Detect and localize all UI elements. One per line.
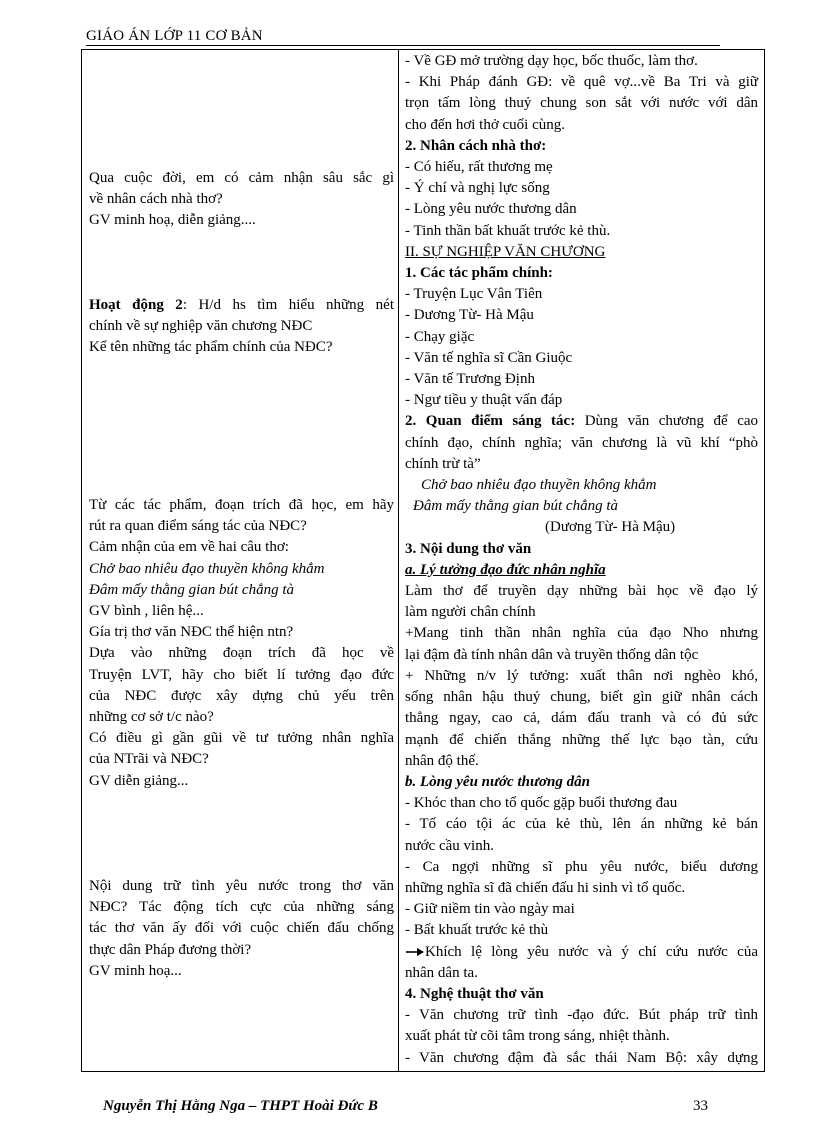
header-title: GIÁO ÁN LỚP 11 CƠ BẢN <box>86 28 263 44</box>
subsection-heading: a. Lý tưởng đạo đức nhân nghĩa <box>405 561 606 578</box>
text-line: Qua cuộc đời, em có cảm nhận sâu sắc gì <box>89 170 394 186</box>
text-line: NĐC? Tác động tích cực của những sáng <box>89 899 394 916</box>
poem-line: Đâm mấy thằng gian bút chẳng tà <box>413 498 618 515</box>
text-line: của NTrãi và NĐC? <box>89 751 209 768</box>
text-line: Làm thơ để truyền dạy những bài học về đạo lý <box>405 583 758 600</box>
text-line: - Văn chương đậm đà sắc thái Nam Bộ: xây dựng <box>405 1049 758 1066</box>
arrow-line <box>405 942 758 963</box>
poem-source: (Dương Từ- Hà Mậu) <box>545 519 676 536</box>
text-line: của NĐC được xây dựng chủ yếu trên <box>89 687 394 704</box>
list-item: - Tố cáo tội ác của kẻ thù, lên án những kẻ bán <box>405 816 758 833</box>
text-span: Dùng văn chương để cao <box>575 413 759 430</box>
list-item: - Văn tế nghĩa sĩ Cần Giuộc <box>405 349 573 366</box>
text-line: nhân độ thế. <box>405 752 479 769</box>
text-span: Khích lệ lòng yêu nước và ý chí cứu nước của <box>425 943 758 960</box>
subsection-title: 1. Các tác phẩm chính: <box>405 265 553 282</box>
list-item: - Khóc than cho tổ quốc gặp buổi thương đau <box>405 795 678 812</box>
left-block-4 <box>89 876 394 982</box>
arrow-right-icon <box>405 947 425 957</box>
list-item: - Ý chí và nghị lực sống <box>405 180 550 197</box>
list-item: - Tinh thần bất khuất trước kẻ thù. <box>405 222 611 239</box>
text-line: cho đến hơi thở cuối cùng. <box>405 116 565 133</box>
right-content <box>405 51 758 1069</box>
text-line: Gía trị thơ văn NĐC thể hiện ntn? <box>89 624 294 641</box>
list-item: - Dương Từ- Hà Mậu <box>405 307 534 324</box>
text-line: tác thơ văn ấy đối với cuộc chiến đấu chống <box>89 920 394 937</box>
text-line: mạnh để chiến thắng những thế lực bạo tàn, cứu <box>405 731 758 748</box>
poem-line: Chở bao nhiêu đạo thuyền không khẳm <box>421 477 657 494</box>
text-line: thẳng ngay, cao cả, dám đấu tranh và có đủ sức <box>405 710 758 727</box>
page-footer <box>103 1098 708 1115</box>
text-span: : H/d hs tìm hiểu những nét <box>182 297 394 313</box>
activity-label: Hoạt động 2 <box>89 297 183 313</box>
text-line: rút ra quan điểm sáng tác của NĐC? <box>89 518 307 535</box>
poem-line: Chở bao nhiêu đạo thuyền không khẳm <box>89 560 325 577</box>
text-line: những cơ sở t/c nào? <box>89 709 214 726</box>
text-line: sống nhân hậu thuỷ chung, biết gìn giữ nhân cách <box>405 689 758 706</box>
text-line: Kể tên những tác phẩm chính của NĐC? <box>89 339 333 356</box>
text-line: trọn tấm lòng thuỷ chung son sắt với nước với dân <box>405 95 758 112</box>
text-line: - Về GĐ mở trường dạy học, bốc thuốc, làm thơ. <box>405 53 698 69</box>
section-title: II. SỰ NGHIỆP VĂN CHƯƠNG <box>405 243 606 260</box>
text-line: Từ các tác phẩm, đoạn trích đã học, em hãy <box>89 497 394 513</box>
list-item: - Lòng yêu nước thương dân <box>405 201 577 218</box>
text-line <box>89 295 394 316</box>
page-number: 33 <box>693 1098 708 1114</box>
text-line: chính trừ tà” <box>405 455 481 472</box>
text-line: chính đạo, chính nghĩa; văn chương là vũ khí “phò <box>405 434 758 451</box>
text-line <box>405 411 758 432</box>
list-item: - Văn tế Trương Định <box>405 371 535 388</box>
list-item: - Có hiếu, rất thương mẹ <box>405 159 553 176</box>
text-line: Cảm nhận của em về hai câu thơ: <box>89 539 289 556</box>
list-item: - Truyện Lục Vân Tiên <box>405 286 543 303</box>
text-line: Truyện LVT, hãy cho biết lí tưởng đạo đức <box>89 666 394 683</box>
list-item: - Bất khuất trước kẻ thù <box>405 922 549 939</box>
text-line: +Mang tinh thần nhân nghĩa của đạo Nho nhưng <box>405 625 758 642</box>
page-header <box>86 27 720 46</box>
subsection-title: 4. Nghệ thuật thơ văn <box>405 985 544 1002</box>
list-item: - Chạy giặc <box>405 328 475 345</box>
poem-line: Đâm mấy thằng gian bút chẳng tà <box>89 581 294 598</box>
text-line: Nội dung trữ tình yêu nước trong thơ văn <box>89 878 394 894</box>
text-line: + Những n/v lý tưởng: xuất thân nơi nghèo khó, <box>405 667 758 684</box>
lesson-table <box>81 49 765 1072</box>
text-line: những nghĩa sĩ đã chiến đấu hi sinh vì tổ quốc. <box>405 879 686 896</box>
text-line: lại đậm đà tính nhân dân và truyền thống dân tộc <box>405 646 699 663</box>
text-line: chính về sự nghiệp văn chương NĐC <box>89 318 313 335</box>
left-block-1 <box>89 168 394 232</box>
text-line: GV minh hoạ... <box>89 962 182 979</box>
subsection-title: 2. Quan điểm sáng tác: <box>405 413 576 430</box>
left-block-2 <box>89 295 394 359</box>
left-block-3 <box>89 495 394 792</box>
text-line: thực dân Pháp đương thời? <box>89 941 252 958</box>
text-line: xuất phát từ cõi tâm trong sáng, nhiệt thành. <box>405 1028 670 1045</box>
subsection-heading: b. Lòng yêu nước thương dân <box>405 773 590 790</box>
author-line: Nguyễn Thị Hằng Nga – THPT Hoài Đức B <box>103 1098 378 1114</box>
subsection-title: 2. Nhân cách nhà thơ: <box>405 137 547 154</box>
text-line: làm người chân chính <box>405 604 536 621</box>
list-item: - Ca ngợi những sĩ phu yêu nước, biểu dương <box>405 858 758 875</box>
text-line: nước cầu vinh. <box>405 837 494 854</box>
text-line: - Khi Pháp đánh GĐ: về quê vợ...về Ba Tri và giữ <box>405 74 758 91</box>
text-line: về nhân cách nhà thơ? <box>89 191 223 208</box>
text-line: GV minh hoạ, diễn giảng.... <box>89 212 256 229</box>
subsection-title: 3. Nội dung thơ văn <box>405 540 532 557</box>
text-line: GV bình , liên hệ... <box>89 603 204 620</box>
list-item: - Giữ niềm tin vào ngày mai <box>405 901 575 918</box>
text-line: GV diễn giảng... <box>89 772 189 789</box>
text-line: Dựa vào những đoạn trích đã học về <box>89 645 394 662</box>
left-column <box>82 50 399 1071</box>
text-line: nhân dân ta. <box>405 964 478 981</box>
text-line: Có điều gì gần gũi về tư tưởng nhân nghĩa <box>89 730 394 747</box>
list-item: - Ngư tiều y thuật vấn đáp <box>405 392 563 409</box>
text-line: - Văn chương trữ tình -đạo đức. Bút pháp trữ tình <box>405 1007 758 1024</box>
right-column <box>399 50 764 1071</box>
